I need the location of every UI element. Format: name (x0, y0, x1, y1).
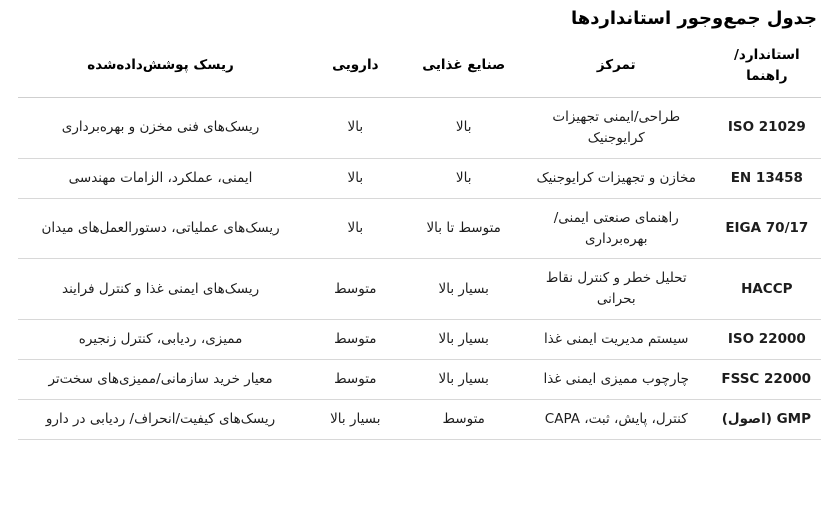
cell-pharmaceutical: متوسط (303, 360, 407, 400)
column-header-focus: تمرکز (520, 39, 713, 97)
cell-covered-risk: ریسک‌های ایمنی غذا و کنترل فرایند (18, 259, 303, 320)
cell-pharmaceutical: متوسط (303, 259, 407, 320)
cell-standard: HACCP (713, 259, 821, 320)
cell-food-industry: بالا (407, 158, 519, 198)
cell-focus: تحلیل خطر و کنترل نقاط بحرانی (520, 259, 713, 320)
cell-standard: ISO 21029 (713, 97, 821, 158)
table-row (18, 97, 821, 158)
cell-standard: ISO 22000 (713, 320, 821, 360)
cell-focus: مخازن و تجهیزات کرایوجنیک (520, 158, 713, 198)
column-header-pharmaceutical: دارویی (303, 39, 407, 97)
cell-food-industry: بسیار بالا (407, 360, 519, 400)
table-row (18, 320, 821, 360)
table-row (18, 360, 821, 400)
cell-focus: طراحی/ایمنی تجهیزات کرایوجنیک (520, 97, 713, 158)
cell-pharmaceutical: بالا (303, 97, 407, 158)
cell-focus: کنترل، پایش، ثبت، CAPA (520, 400, 713, 440)
cell-covered-risk: معیار خرید سازمانی/ممیزی‌های سخت‌تر (18, 360, 303, 400)
cell-covered-risk: ریسک‌های عملیاتی، دستورالعمل‌های میدان (18, 198, 303, 259)
table-body (18, 97, 821, 439)
table-header-row (18, 39, 821, 97)
cell-food-industry: متوسط (407, 400, 519, 440)
cell-pharmaceutical: بالا (303, 198, 407, 259)
cell-food-industry: بالا (407, 97, 519, 158)
cell-pharmaceutical: متوسط (303, 320, 407, 360)
cell-standard: FSSC 22000 (713, 360, 821, 400)
cell-pharmaceutical: بسیار بالا (303, 400, 407, 440)
table-header (18, 39, 821, 97)
standards-comparison-table (18, 39, 821, 440)
cell-food-industry: متوسط تا بالا (407, 198, 519, 259)
column-header-food-industry: صنایع غذایی (407, 39, 519, 97)
cell-covered-risk: ممیزی، ردیابی، کنترل زنجیره (18, 320, 303, 360)
cell-standard: EN 13458 (713, 158, 821, 198)
cell-covered-risk: ریسک‌های کیفیت/انحراف/ ردیابی در دارو (18, 400, 303, 440)
page-title: جدول جمع‌وجور استانداردها (571, 8, 817, 29)
column-header-covered-risk: ریسک پوشش‌داده‌شده (18, 39, 303, 97)
cell-standard: GMP (اصول) (713, 400, 821, 440)
cell-focus: سیستم مدیریت ایمنی غذا (520, 320, 713, 360)
table-row (18, 259, 821, 320)
table-row (18, 158, 821, 198)
cell-food-industry: بسیار بالا (407, 259, 519, 320)
table-row (18, 198, 821, 259)
cell-covered-risk: ریسک‌های فنی مخزن و بهره‌برداری (18, 97, 303, 158)
cell-food-industry: بسیار بالا (407, 320, 519, 360)
cell-focus: راهنمای صنعتی ایمنی/ بهره‌برداری (520, 198, 713, 259)
cell-focus: چارچوب ممیزی ایمنی غذا (520, 360, 713, 400)
cell-covered-risk: ایمنی، عملکرد، الزامات مهندسی (18, 158, 303, 198)
column-header-standard: استاندارد/راهنما (713, 39, 821, 97)
cell-standard: EIGA 70/17 (713, 198, 821, 259)
table-row (18, 400, 821, 440)
cell-pharmaceutical: بالا (303, 158, 407, 198)
